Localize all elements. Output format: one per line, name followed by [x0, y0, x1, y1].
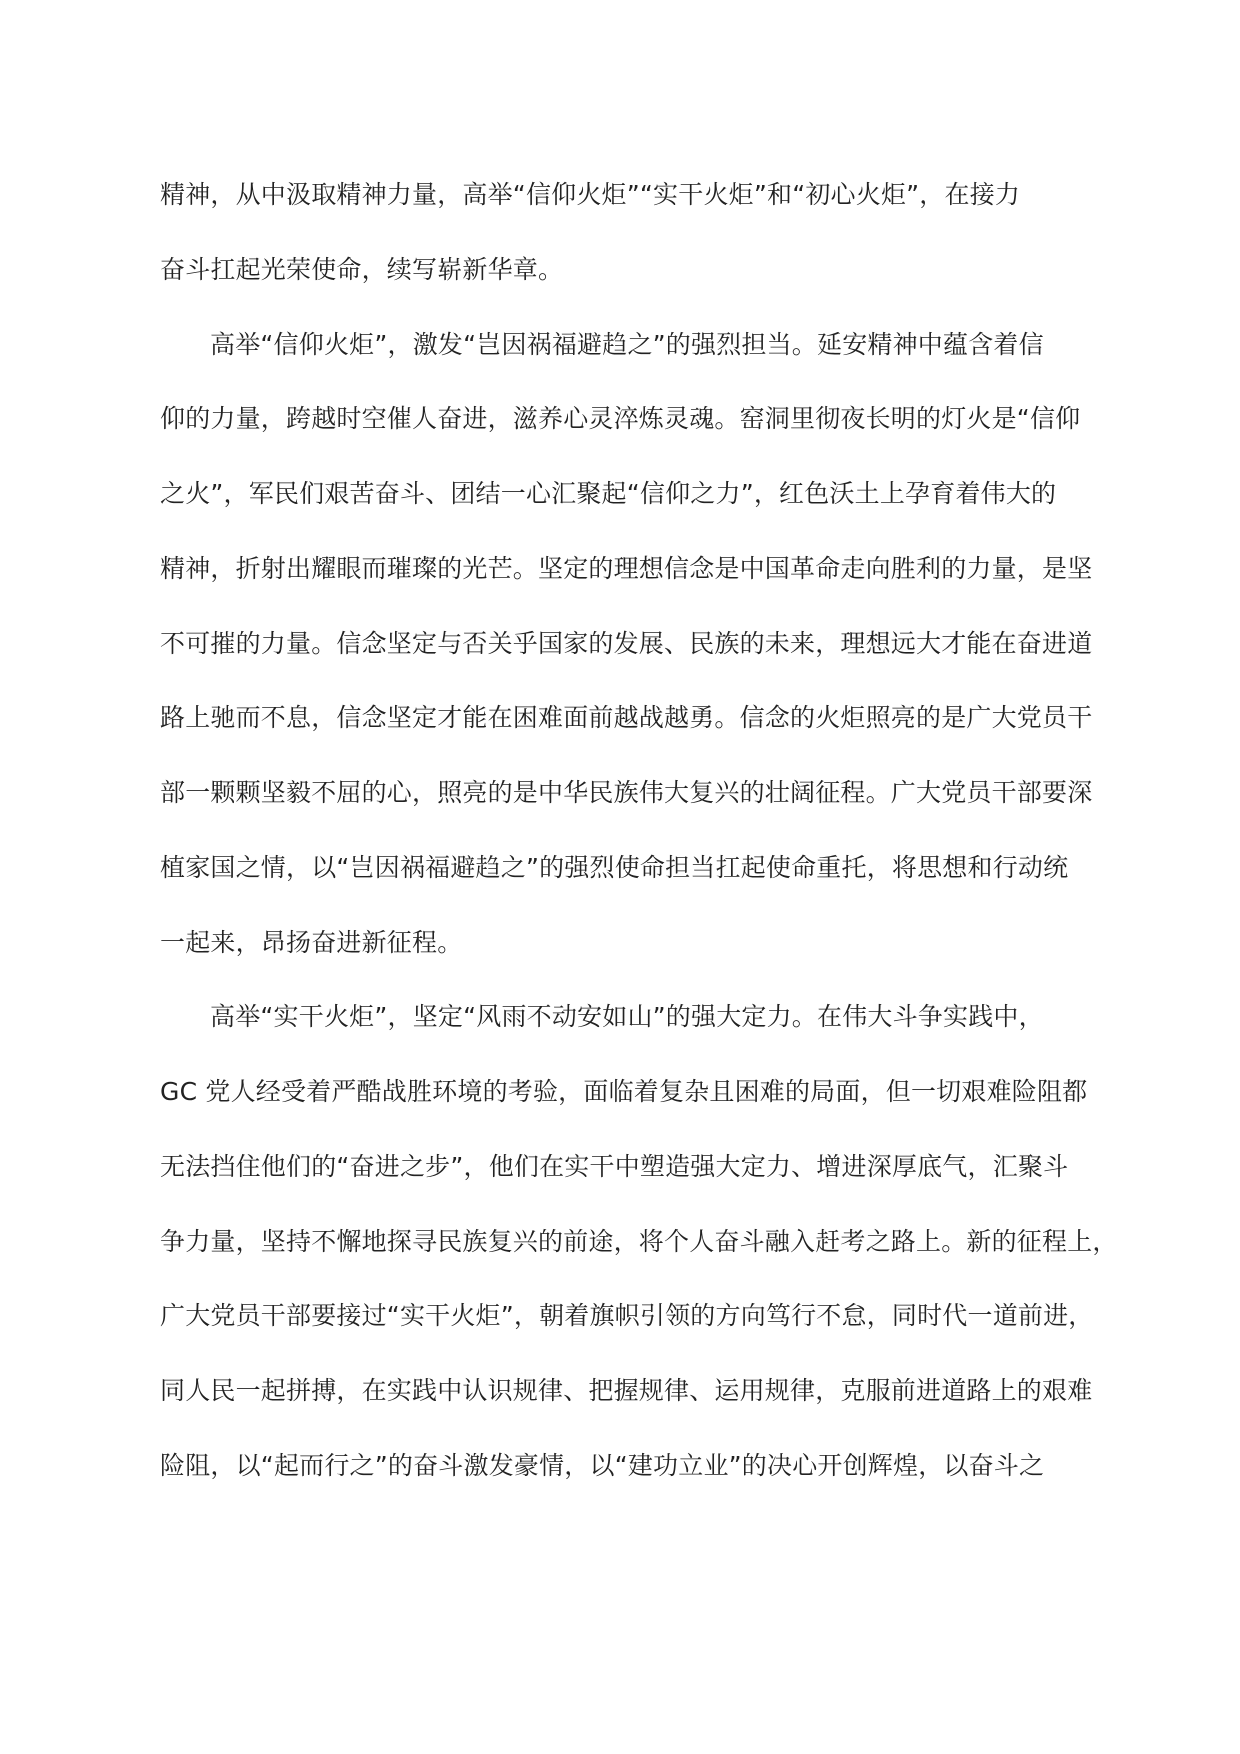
text-line: 之火”，军民们艰苦奋斗、团结一心汇聚起“信仰之力”，红色沃土上孕育着伟大的	[160, 479, 1057, 508]
paragraph-start-line: 高举“信仰火炬”，激发“岂因祸福避趋之”的强烈担当。延安精神中蕴含着信	[210, 329, 1044, 359]
text-line: GC 党人经受着严酷战胜环境的考验，面临着复杂且困难的局面，但一切艰难险阻都	[160, 1077, 1088, 1106]
text-line: 精神，从中汲取精神力量，高举“信仰火炬”“实干火炬”和“初心火炬”，在接力	[160, 180, 1021, 209]
text-line: 广大党员干部要接过“实干火炬”，朝着旗帜引领的方向笃行不怠，同时代一道前进，	[160, 1301, 1094, 1331]
text-line: 险阻，以“起而行之”的奋斗激发豪情，以“建功立业”的决心开创辉煌，以奋斗之	[160, 1450, 1045, 1480]
text-line: 不可摧的力量。信念坚定与否关乎国家的发展、民族的未来，理想远大才能在奋进道	[160, 628, 1093, 658]
text-line: 争力量，坚持不懈地探寻民族复兴的前途，将个人奋斗融入赶考之路上。新的征程上，	[160, 1226, 1118, 1256]
text-line: 无法挡住他们的“奋进之步”，他们在实干中塑造强大定力、增进深厚底气，汇聚斗	[160, 1151, 1069, 1181]
text-line: 植家国之情，以“岂因祸福避趋之”的强烈使命担当扛起使命重托，将思想和行动统	[160, 852, 1069, 882]
text-line: 仰的力量，跨越时空催人奋进，滋养心灵淬炼灵魂。窑洞里彻夜长明的灯火是“信仰	[160, 404, 1081, 434]
text-line: 奋斗扛起光荣使命，续写崭新华章。	[160, 254, 564, 284]
text-line: 精神，折射出耀眼而璀璨的光芒。坚定的理想信念是中国革命走向胜利的力量，是坚	[160, 553, 1093, 583]
body-text	[160, 170, 1118, 1516]
text-line: 同人民一起拼搏，在实践中认识规律、把握规律、运用规律，克服前进道路上的艰难	[160, 1376, 1093, 1405]
text-line: 一起来，昂扬奋进新征程。	[160, 927, 463, 957]
paragraph-start-line: 高举“实干火炬”，坚定“风雨不动安如山”的强大定力。在伟大斗争实践中，	[210, 1002, 1044, 1032]
text-line: 路上驰而不息，信念坚定才能在困难面前越战越勇。信念的火炬照亮的是广大党员干	[160, 703, 1093, 733]
text-line: 部一颗颗坚毅不屈的心，照亮的是中华民族伟大复兴的壮阔征程。广大党员干部要深	[160, 778, 1093, 807]
